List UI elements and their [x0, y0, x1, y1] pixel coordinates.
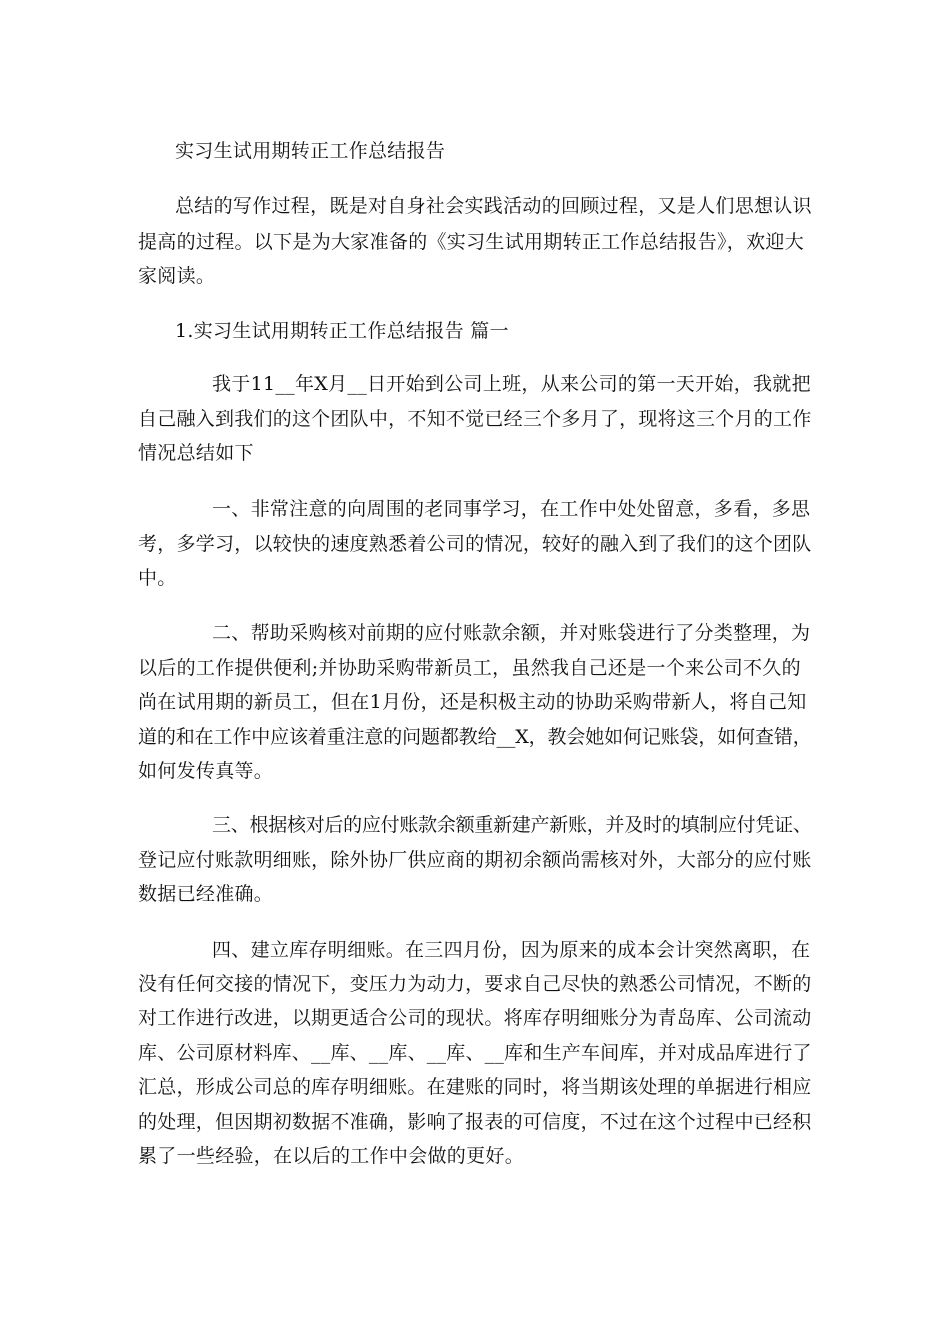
paragraph-line: 没有任何交接的情况下，变压力为动力，要求自己尽快的熟悉公司情况，不断的 — [138, 973, 812, 995]
paragraph-line: 四、建立库存明细账。在三四月份，因为原来的成本会计突然离职，在 — [212, 939, 811, 961]
paragraph-line: 数据已经准确。 — [138, 883, 274, 905]
paragraph-line: 以后的工作提供便利;并协助采购带新员工，虽然我自己还是一个来公司不久的 — [138, 657, 801, 679]
paragraph-line: 考，多学习，以较快的速度熟悉着公司的情况，较好的融入到了我们的这个团队 — [138, 533, 812, 555]
document-title: 实习生试用期转正工作总结报告 — [175, 140, 446, 162]
paragraph-line: 情况总结如下 — [138, 442, 254, 464]
section-heading: 1.实习生试用期转正工作总结报告 篇一 — [175, 320, 509, 342]
paragraph-line: 对工作进行改进，以期更适合公司的现状。将库存明细账分为青岛库、公司流动 — [138, 1007, 812, 1029]
paragraph-line: 汇总，形成公司总的库存明细账。在建账的同时，将当期该处理的单据进行相应 — [138, 1076, 812, 1098]
paragraph-line: 库、公司原材料库、__库、__库、__库、__库和生产车间库，并对成品库进行了 — [138, 1042, 812, 1064]
paragraph-line: 三、根据核对后的应付账款余额重新建产新账，并及时的填制应付凭证、 — [212, 814, 812, 836]
paragraph-line: 二、帮助采购核对前期的应付账款余额，并对账袋进行了分类整理，为 — [212, 622, 811, 644]
intro-line: 家阅读。 — [138, 265, 216, 287]
intro-line: 总结的写作过程，既是对自身社会实践活动的回顾过程，又是人们思想认识 — [175, 195, 812, 217]
paragraph-line: 我于11__年X月__日开始到公司上班，从来公司的第一天开始，我就把 — [212, 373, 811, 395]
paragraph-line: 的处理，但因期初数据不准确，影响了报表的可信度，不过在这个过程中已经积 — [138, 1111, 812, 1133]
paragraph-line: 一、非常注意的向周围的老同事学习，在工作中处处留意，多看，多思 — [212, 498, 811, 520]
paragraph-line: 中。 — [138, 567, 177, 589]
paragraph-line: 累了一些经验，在以后的工作中会做的更好。 — [138, 1145, 525, 1167]
paragraph-line: 登记应付账款明细账，除外协厂供应商的期初余额尚需核对外，大部分的应付账 — [138, 849, 812, 871]
paragraph-line: 尚在试用期的新员工，但在1月份，还是积极主动的协助采购带新人，将自己知 — [138, 691, 807, 713]
intro-line: 提高的过程。以下是为大家准备的《实习生试用期转正工作总结报告》，欢迎大 — [138, 231, 805, 253]
paragraph-line: 如何发传真等。 — [138, 760, 274, 782]
paragraph-line: 道的和在工作中应该着重注意的问题都教给__X，教会她如何记账袋，如何查错， — [138, 726, 812, 748]
paragraph-line: 自己融入到我们的这个团队中，不知不觉已经三个多月了，现将这三个月的工作 — [138, 408, 812, 430]
